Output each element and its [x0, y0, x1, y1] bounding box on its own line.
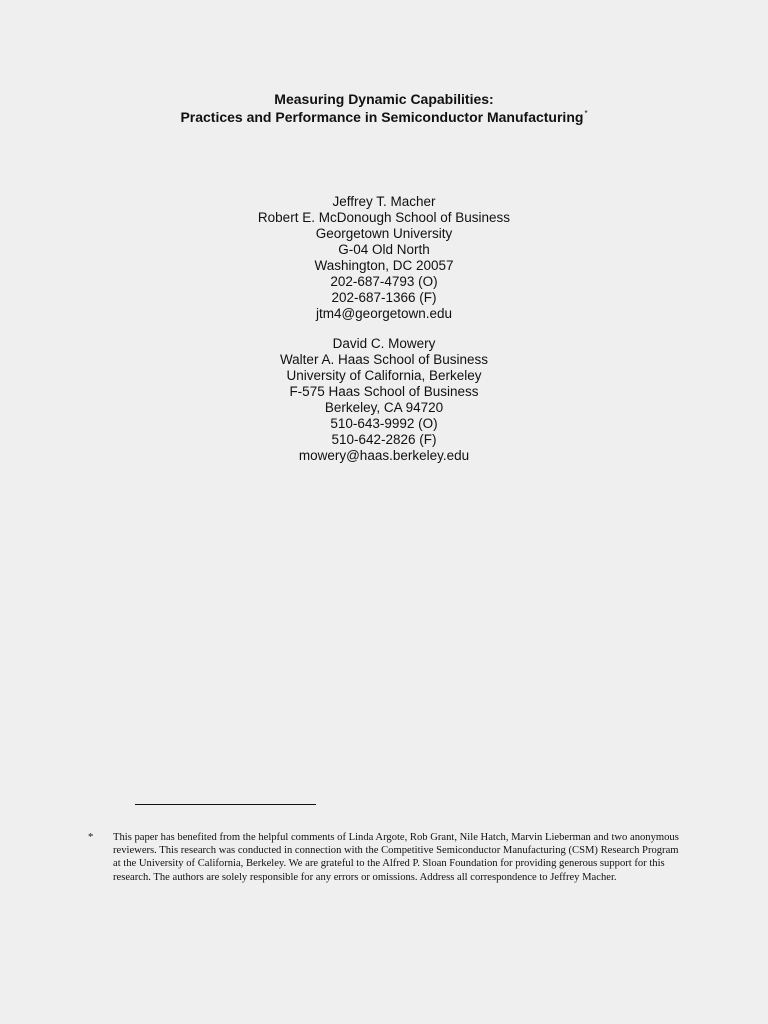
author-fax: 202-687-1366 (F): [331, 290, 437, 305]
footnote-separator: [135, 804, 316, 805]
author-city: Washington, DC 20057: [314, 258, 454, 273]
footnote-marker: *: [88, 832, 94, 843]
author-block-macher: [0, 194, 768, 322]
title-footnote-marker: *: [584, 109, 588, 118]
author-email: jtm4@georgetown.edu: [315, 306, 453, 321]
author-university: Georgetown University: [315, 226, 453, 241]
title-line-2-text: Practices and Performance in Semiconductor Manufacturing: [180, 109, 584, 125]
author-phone: 510-643-9992 (O): [330, 416, 438, 431]
paper-title: [0, 90, 768, 129]
author-office: G-04 Old North: [338, 242, 430, 257]
footnote-text: This paper has benefited from the helpful comments of Linda Argote, Rob Grant, Nile Hatch, Marvin Lieberman and two anonymous reviewers. This research was conducted in connection with the Competitive Semiconductor Manufacturing (CSM) Research Program at the University of California, Berkeley. We are grateful to the Alfred P. Sloan Foundation for providing generous support for this research. The authors are solely responsible for any errors or omissions. Address all correspondence to Jeffrey Macher.: [113, 832, 679, 883]
title-line-1: Measuring Dynamic Capabilities:: [274, 91, 494, 107]
author-school: Walter A. Haas School of Business: [279, 352, 489, 367]
author-name: David C. Mowery: [332, 336, 436, 351]
author-block-mowery: [0, 336, 768, 464]
author-school: Robert E. McDonough School of Business: [257, 210, 511, 225]
author-university: University of California, Berkeley: [286, 368, 482, 383]
author-phone: 202-687-4793 (O): [330, 274, 438, 289]
author-email: mowery@haas.berkeley.edu: [298, 448, 470, 463]
author-name: Jeffrey T. Macher: [332, 194, 436, 209]
author-office: F-575 Haas School of Business: [289, 384, 479, 399]
author-fax: 510-642-2826 (F): [331, 432, 437, 447]
author-city: Berkeley, CA 94720: [324, 400, 444, 415]
title-line-2: [0, 108, 768, 129]
footnote: [88, 831, 688, 884]
